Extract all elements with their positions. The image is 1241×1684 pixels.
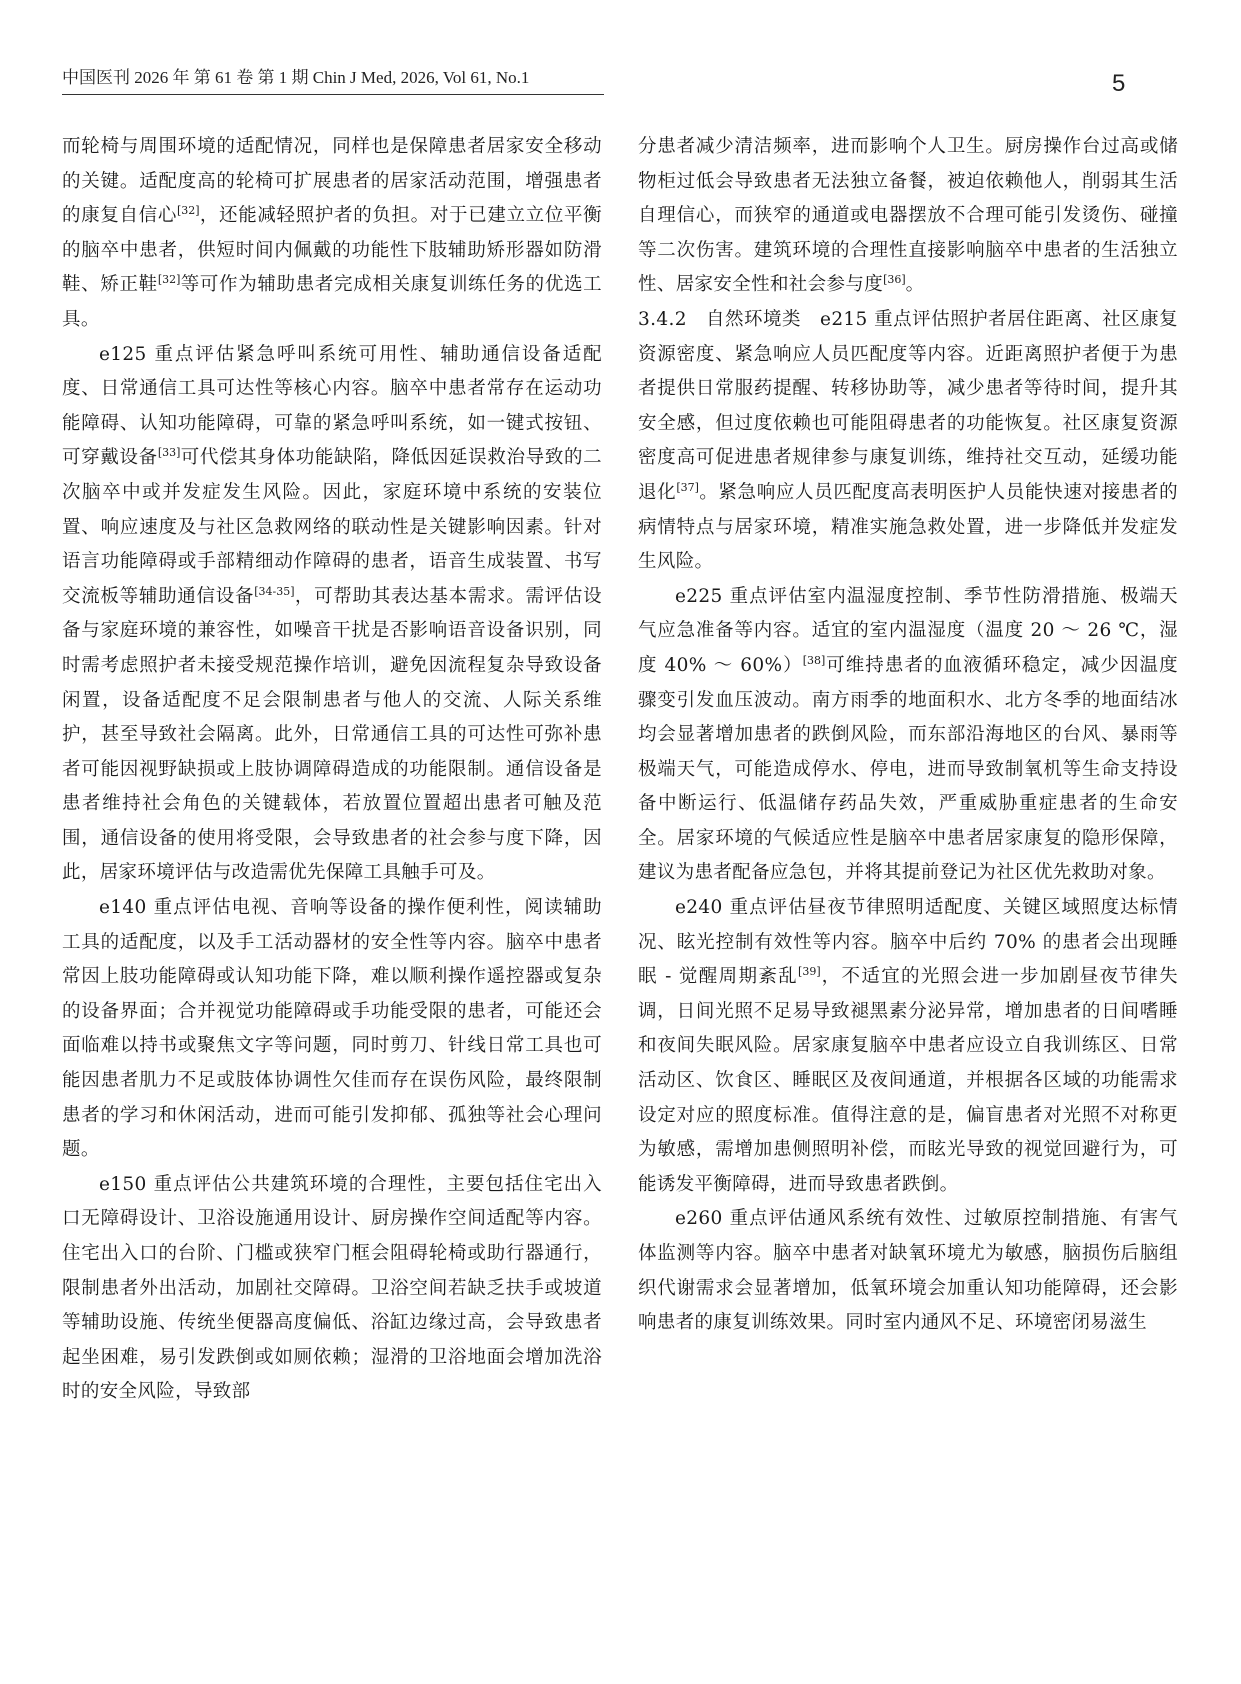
body-paragraph <box>638 130 1178 303</box>
right-column <box>638 130 1178 1341</box>
paragraph-text: 分患者减少清洁频率，进而影响个人卫生。厨房操作台过高或储物柜过低会导致患者无法独立备餐，被迫依赖他人，削弱其生活自理信心，而狭窄的通道或电器摆放不合理可能引发烫伤、碰撞等二次伤害。建筑环境的合理性直接影响脑卒中患者的生活独立性、居家安全性和社会参与度 <box>638 136 1178 296</box>
paragraph-text: e125 重点评估紧急呼叫系统可用性、辅助通信设备适配度、日常通信工具可达性等核心内容。脑卒中患者常存在运动功能障碍、认知功能障碍，可靠的紧急呼叫系统，如一键式按钮、可穿戴设备 <box>62 343 602 469</box>
body-paragraph <box>638 891 1178 1202</box>
paragraph-text: e150 重点评估公共建筑环境的合理性，主要包括住宅出入口无障碍设计、卫浴设施通用设计、厨房操作空间适配等内容。住宅出入口的台阶、门槛或狭窄门框会阻碍轮椅或助行器通行，限制患者外出活动，加剧社交障碍。卫浴空间若缺乏扶手或坡道等辅助设施、传统坐便器高度偏低、浴缸边缘过高，会导致患者起坐困难，易引发跌倒或如厕依赖；湿滑的卫浴地面会增加洗浴时的安全风险，导致部 <box>62 1173 602 1403</box>
body-paragraph <box>62 1168 602 1410</box>
paragraph-text: 等可作为辅助患者完成相关康复训练任务的优选工具。 <box>62 274 602 330</box>
body-paragraph <box>62 891 602 1168</box>
paragraph-text: 可维持患者的血液循环稳定，减少因温度骤变引发血压波动。南方雨季的地面积水、北方冬季的地面结冰均会显著增加患者的跌倒风险，而东部沿海地区的台风、暴雨等极端天气，可能造成停水、停电，进而导致制氧机等生命支持设备中断运行、低温储存药品失效，严重威胁重症患者的生命安全。居家环境的气候适应性是脑卒中患者居家康复的隐形保障，建议为患者配备应急包，并将其提前登记为社区优先救助对象。 <box>638 654 1178 884</box>
paragraph-text: 而轮椅与周围环境的适配情况，同样也是保障患者居家安全移动的关键。适配度高的轮椅可扩展患者的居家活动范围，增强患者的康复自信心 <box>62 136 602 227</box>
citation-ref: [39] <box>798 965 821 979</box>
header-rule <box>62 94 604 95</box>
citation-ref: [36] <box>883 273 906 287</box>
citation-ref: [38] <box>802 653 826 667</box>
citation-ref: [33] <box>157 446 181 460</box>
paragraph-text: e260 重点评估通风系统有效性、过敏原控制措施、有害气体监测等内容。脑卒中患者对缺氧环境尤为敏感，脑损伤后脑组织代谢需求会显著增加，低氧环境会加重认知功能障碍，还会影响患者的康复训练效果。同时室内通风不足、环境密闭易滋生 <box>638 1208 1178 1334</box>
citation-ref: [32] <box>176 204 200 218</box>
paragraph-text: ，不适宜的光照会进一步加剧昼夜节律失调，日间光照不足易导致褪黑素分泌异常，增加患者的日间嗜睡和夜间失眠风险。居家康复脑卒中患者应设立自我训练区、日常活动区、饮食区、睡眠区及夜间通道，并根据各区域的功能需求设定对应的照度标准。值得注意的是，偏盲患者对光照不对称更为敏感，需增加患侧照明补偿，而眩光导致的视觉回避行为，可能诱发平衡障碍，进而导致患者跌倒。 <box>638 966 1178 1195</box>
paragraph-text: e240 重点评估昼夜节律照明适配度、关键区域照度达标情况、眩光控制有效性等内容。脑卒中后约 70% 的患者会出现睡眠 - 觉醒周期紊乱 <box>638 897 1178 988</box>
running-header: 中国医刊 2026 年 第 61 卷 第 1 期 Chin J Med, 2026, Vol 61, No.1 <box>62 68 530 87</box>
citation-ref: [32] <box>157 273 181 287</box>
paragraph-text: 。 <box>905 274 925 296</box>
body-paragraph <box>638 1202 1178 1340</box>
paragraph-text: e140 重点评估电视、音响等设备的操作便利性，阅读辅助工具的适配度，以及手工活动器材的安全性等内容。脑卒中患者常因上肢功能障碍或认知功能下降，难以顺利操作遥控器或复杂的设备界面；合并视觉功能障碍或手功能受限的患者，可能还会面临难以持书或聚焦文字等问题，同时剪刀、针线日常工具也可能因患者肌力不足或肢体协调性欠佳而存在误伤风险，最终限制患者的学习和休闲活动，进而可能引发抑郁、孤独等社会心理问题。 <box>62 897 602 1161</box>
citation-ref: [37] <box>676 480 699 494</box>
paragraph-text: 可代偿其身体功能缺陷，降低因延误救治导致的二次脑卒中或并发症发生风险。因此，家庭环境中系统的安装位置、响应速度及与社区急救网络的联动性是关键影响因素。针对语言功能障碍或手部精细动作障碍的患者，语音生成装置、书写交流板等辅助通信设备 <box>62 447 602 607</box>
citation-ref: [34-35] <box>254 584 295 598</box>
body-paragraph <box>62 130 602 338</box>
paragraph-text: ，可帮助其表达基本需求。需评估设备与家庭环境的兼容性，如噪音干扰是否影响语音设备识别，同时需考虑照护者未接受规范操作培训，避免因流程复杂导致设备闲置，设备适配度不足会限制患者与他人的交流、人际关系维护，甚至导致社会隔离。此外，日常通信工具的可达性可弥补患者可能因视野缺损或上肢协调障碍造成的功能限制。通信设备是患者维持社会角色的关键载体，若放置位置超出患者可触及范围，通信设备的使用将受限，会导致患者的社会参与度下降，因此，居家环境评估与改造需优先保障工具触手可及。 <box>62 585 602 884</box>
section-paragraph <box>638 303 1178 580</box>
body-paragraph <box>62 338 602 892</box>
paragraph-text: e225 重点评估室内温湿度控制、季节性防滑措施、极端天气应急准备等内容。适宜的室内温湿度（温度 20 ～ 26 ℃，湿度 40% ～ 60%） <box>638 585 1178 676</box>
page-number: 5 <box>1112 70 1126 97</box>
body-paragraph <box>638 580 1178 891</box>
left-column <box>62 130 602 1410</box>
paragraph-text: ，还能减轻照护者的负担。对于已建立立位平衡的脑卒中患者，供短时间内佩戴的功能性下肢辅助矫形器如防滑鞋、矫正鞋 <box>62 205 602 296</box>
paragraph-text: 。紧急响应人员匹配度高表明医护人员能快速对接患者的病情特点与居家环境，精准实施急救处置，进一步降低并发症发生风险。 <box>638 481 1178 573</box>
paragraph-text: 3.4.2 自然环境类 e215 重点评估照护者居住距离、社区康复资源密度、紧急响应人员匹配度等内容。近距离照护者便于为患者提供日常服药提醒、转移协助等，减少患者等待时间，提升其安全感，但过度依赖也可能阻碍患者的功能恢复。社区康复资源密度高可促进患者规律参与康复训练，维持社交互动，延缓功能退化 <box>638 308 1178 503</box>
